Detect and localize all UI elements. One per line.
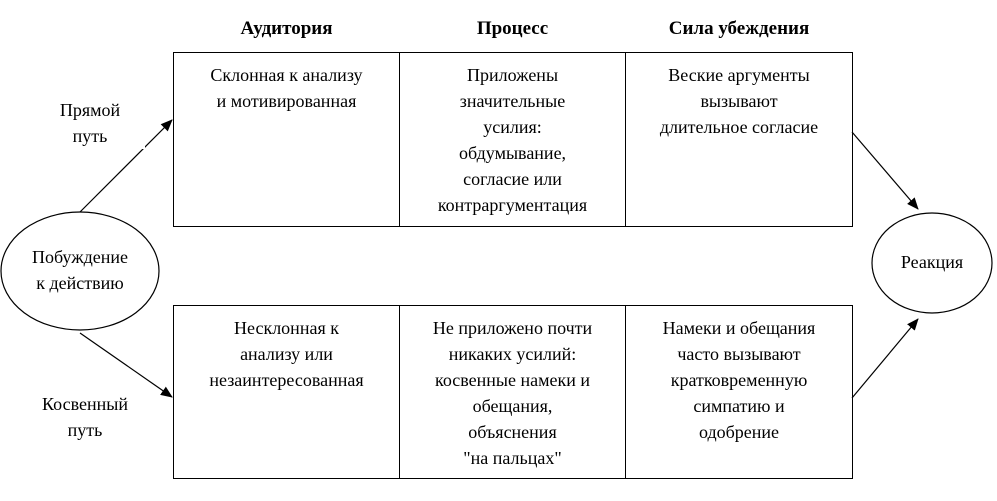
arrow-central-to-end [852, 132, 918, 209]
central-process-text: Приложены значительные усилия: обдумывание, согласие или контраргументация [437, 65, 588, 215]
central-process-cell [399, 52, 626, 227]
central-audience-cell [173, 52, 400, 227]
end-node-label: Реакция [900, 252, 964, 272]
indirect-path-label: Косвенный путь [20, 391, 150, 443]
arrow-start-to-peripheral [80, 333, 172, 397]
direct-path-label: Прямой путь [35, 97, 145, 149]
peripheral-process-text: Не приложено почти никаких усилий: косвенные намеки и обещания, объяснения "на пальцах" [432, 318, 593, 468]
header-audience: Аудитория [240, 18, 333, 39]
header-strength: Сила убеждения [668, 18, 810, 39]
arrow-peripheral-to-end [852, 319, 918, 398]
peripheral-audience-cell [173, 305, 400, 479]
central-strength-cell [625, 52, 853, 227]
peripheral-audience-text: Несклонная к анализу или незаинтересованная [209, 318, 364, 390]
central-strength-text: Веские аргументы вызывают длительное согласие [659, 65, 819, 137]
peripheral-process-cell [399, 305, 626, 479]
peripheral-strength-cell [625, 305, 853, 479]
central-audience-text: Склонная к анализу и мотивированная [210, 65, 363, 111]
header-process: Процесс [476, 18, 549, 39]
start-node-label: Побуждение к действию [31, 247, 129, 293]
peripheral-strength-text: Намеки и обещания часто вызывают кратковременную симпатию и одобрение [662, 318, 816, 442]
